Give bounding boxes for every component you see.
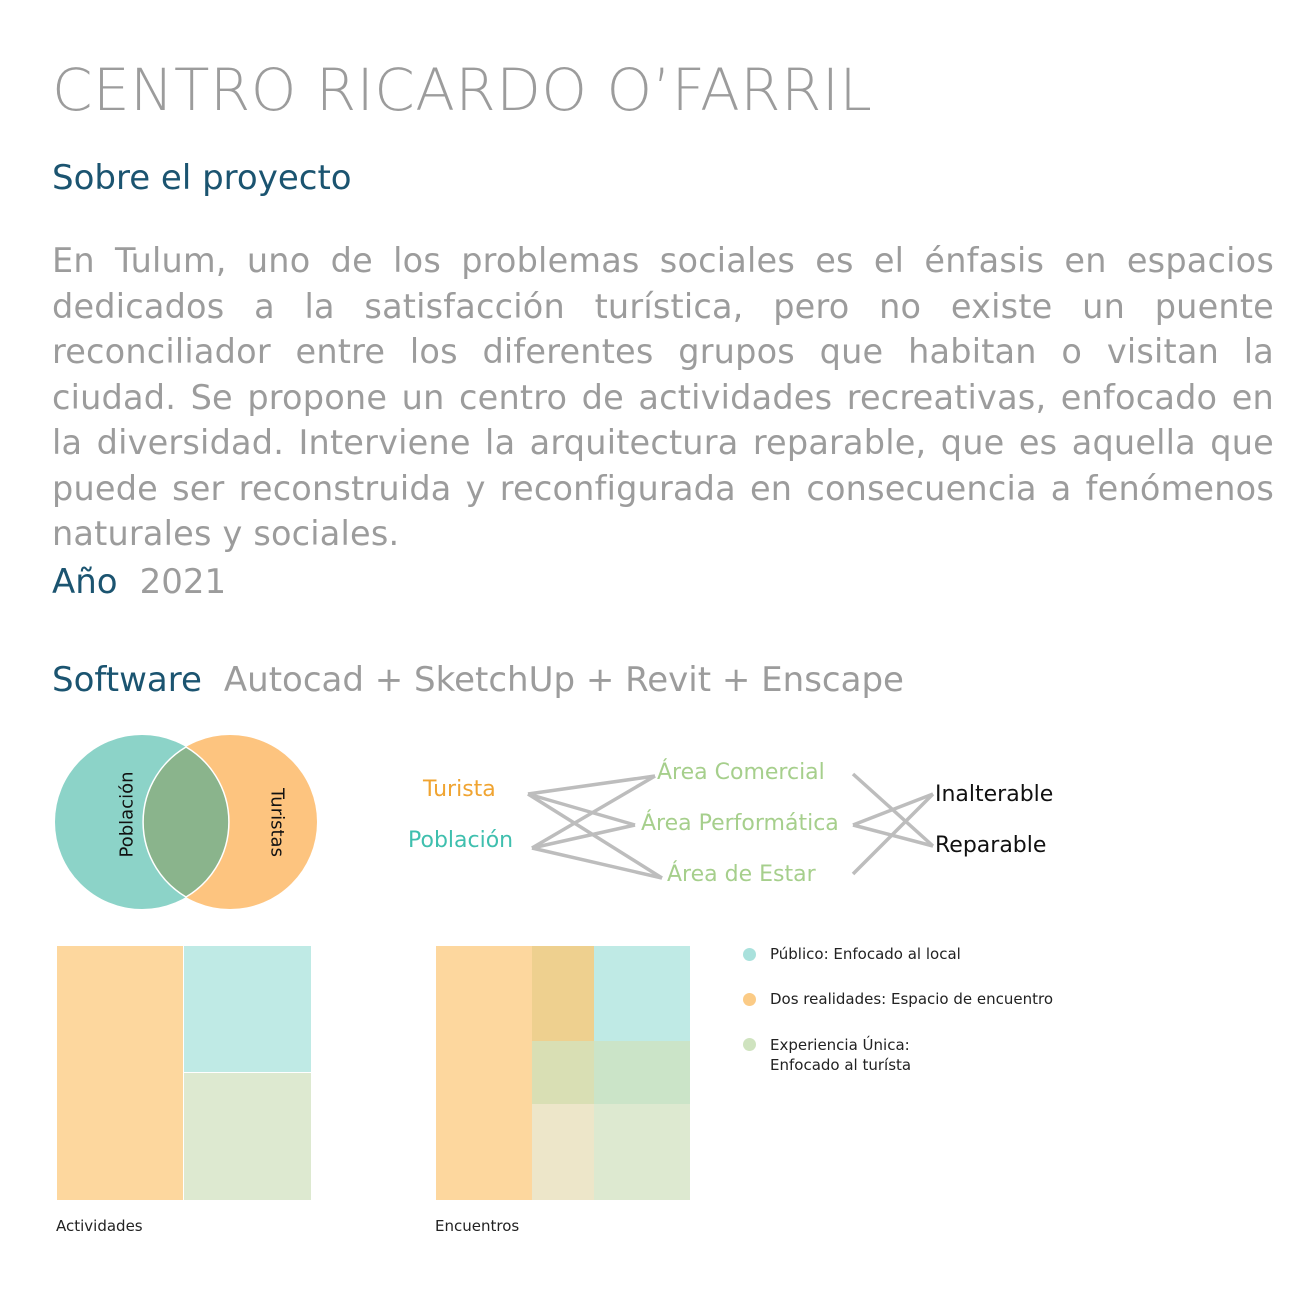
legend-item-dos-realidades bbox=[743, 990, 1083, 1008]
legend-dot-icon bbox=[743, 993, 756, 1006]
network-diagram bbox=[400, 750, 1100, 900]
venn-right-label: Turistas bbox=[266, 788, 288, 857]
network-type-inalterable: Inalterable bbox=[935, 782, 1054, 807]
treemap-actividades-caption: Actividades bbox=[56, 1217, 143, 1235]
legend-label-line1: Experiencia Única: bbox=[770, 1036, 910, 1054]
network-area-estar: Área de Estar bbox=[667, 862, 816, 887]
treemap-cell-encuentro-light bbox=[532, 1104, 594, 1200]
legend-dot-icon bbox=[743, 1038, 756, 1051]
software-row bbox=[52, 660, 904, 700]
venn-diagram bbox=[54, 734, 320, 912]
treemap-cell-publico bbox=[594, 946, 690, 1041]
treemap-encuentros-caption: Encuentros bbox=[435, 1217, 520, 1235]
software-value: Autocad + SketchUp + Revit + Enscape bbox=[223, 660, 904, 700]
treemap-cell-encuentro-publico bbox=[532, 946, 594, 1041]
venn-left-label: Población bbox=[116, 771, 138, 858]
treemap-cell-experiencia bbox=[184, 1073, 311, 1200]
network-area-performatica: Área Performática bbox=[641, 811, 839, 836]
about-heading: Sobre el proyecto bbox=[52, 158, 352, 198]
year-row bbox=[52, 562, 226, 602]
network-user-turista: Turista bbox=[423, 777, 496, 802]
legend-label: Dos realidades: Espacio de encuentro bbox=[770, 990, 1054, 1008]
about-paragraph: En Tulum, uno de los problemas sociales es el énfasis en espacios dedicados a la satisfacción turística, pero no existe un puente reconciliador entre los diferentes grupos que habitan o visitan la ciudad. Se propone un centro de actividades recreativas, enfocado en la diversidad. Interviene la arquitectura reparable, que es aquella que puede ser reconstruida y reconfigurada en consecuencia a fenómenos naturales y sociales. bbox=[52, 241, 1274, 553]
page-title: CENTRO RICARDO O’FARRIL bbox=[52, 56, 873, 124]
legend-item-publico bbox=[743, 945, 1083, 963]
treemap-actividades bbox=[57, 946, 311, 1200]
year-label: Año bbox=[52, 562, 118, 602]
treemap-cell-encuentro bbox=[436, 946, 532, 1200]
treemap-cell-publico-experiencia bbox=[594, 1041, 690, 1104]
treemap-encuentros bbox=[436, 946, 690, 1200]
network-type-reparable: Reparable bbox=[935, 833, 1047, 858]
legend-label-line2: Enfocado al turísta bbox=[770, 1056, 912, 1074]
legend-dot-icon bbox=[743, 948, 756, 961]
treemap-cell-experiencia bbox=[594, 1104, 690, 1200]
legend-item-experiencia bbox=[743, 1035, 1083, 1075]
software-label: Software bbox=[52, 660, 202, 700]
legend bbox=[743, 945, 1083, 1075]
network-area-comercial: Área Comercial bbox=[657, 760, 825, 785]
network-user-poblacion: Población bbox=[408, 828, 514, 853]
legend-label bbox=[770, 1035, 911, 1075]
treemap-cell-publico bbox=[184, 946, 311, 1072]
treemap-cell-encuentro bbox=[57, 946, 183, 1200]
treemap-cell-encuentro-experiencia bbox=[532, 1041, 594, 1104]
legend-label: Público: Enfocado al local bbox=[770, 945, 961, 963]
year-value: 2021 bbox=[139, 562, 227, 602]
